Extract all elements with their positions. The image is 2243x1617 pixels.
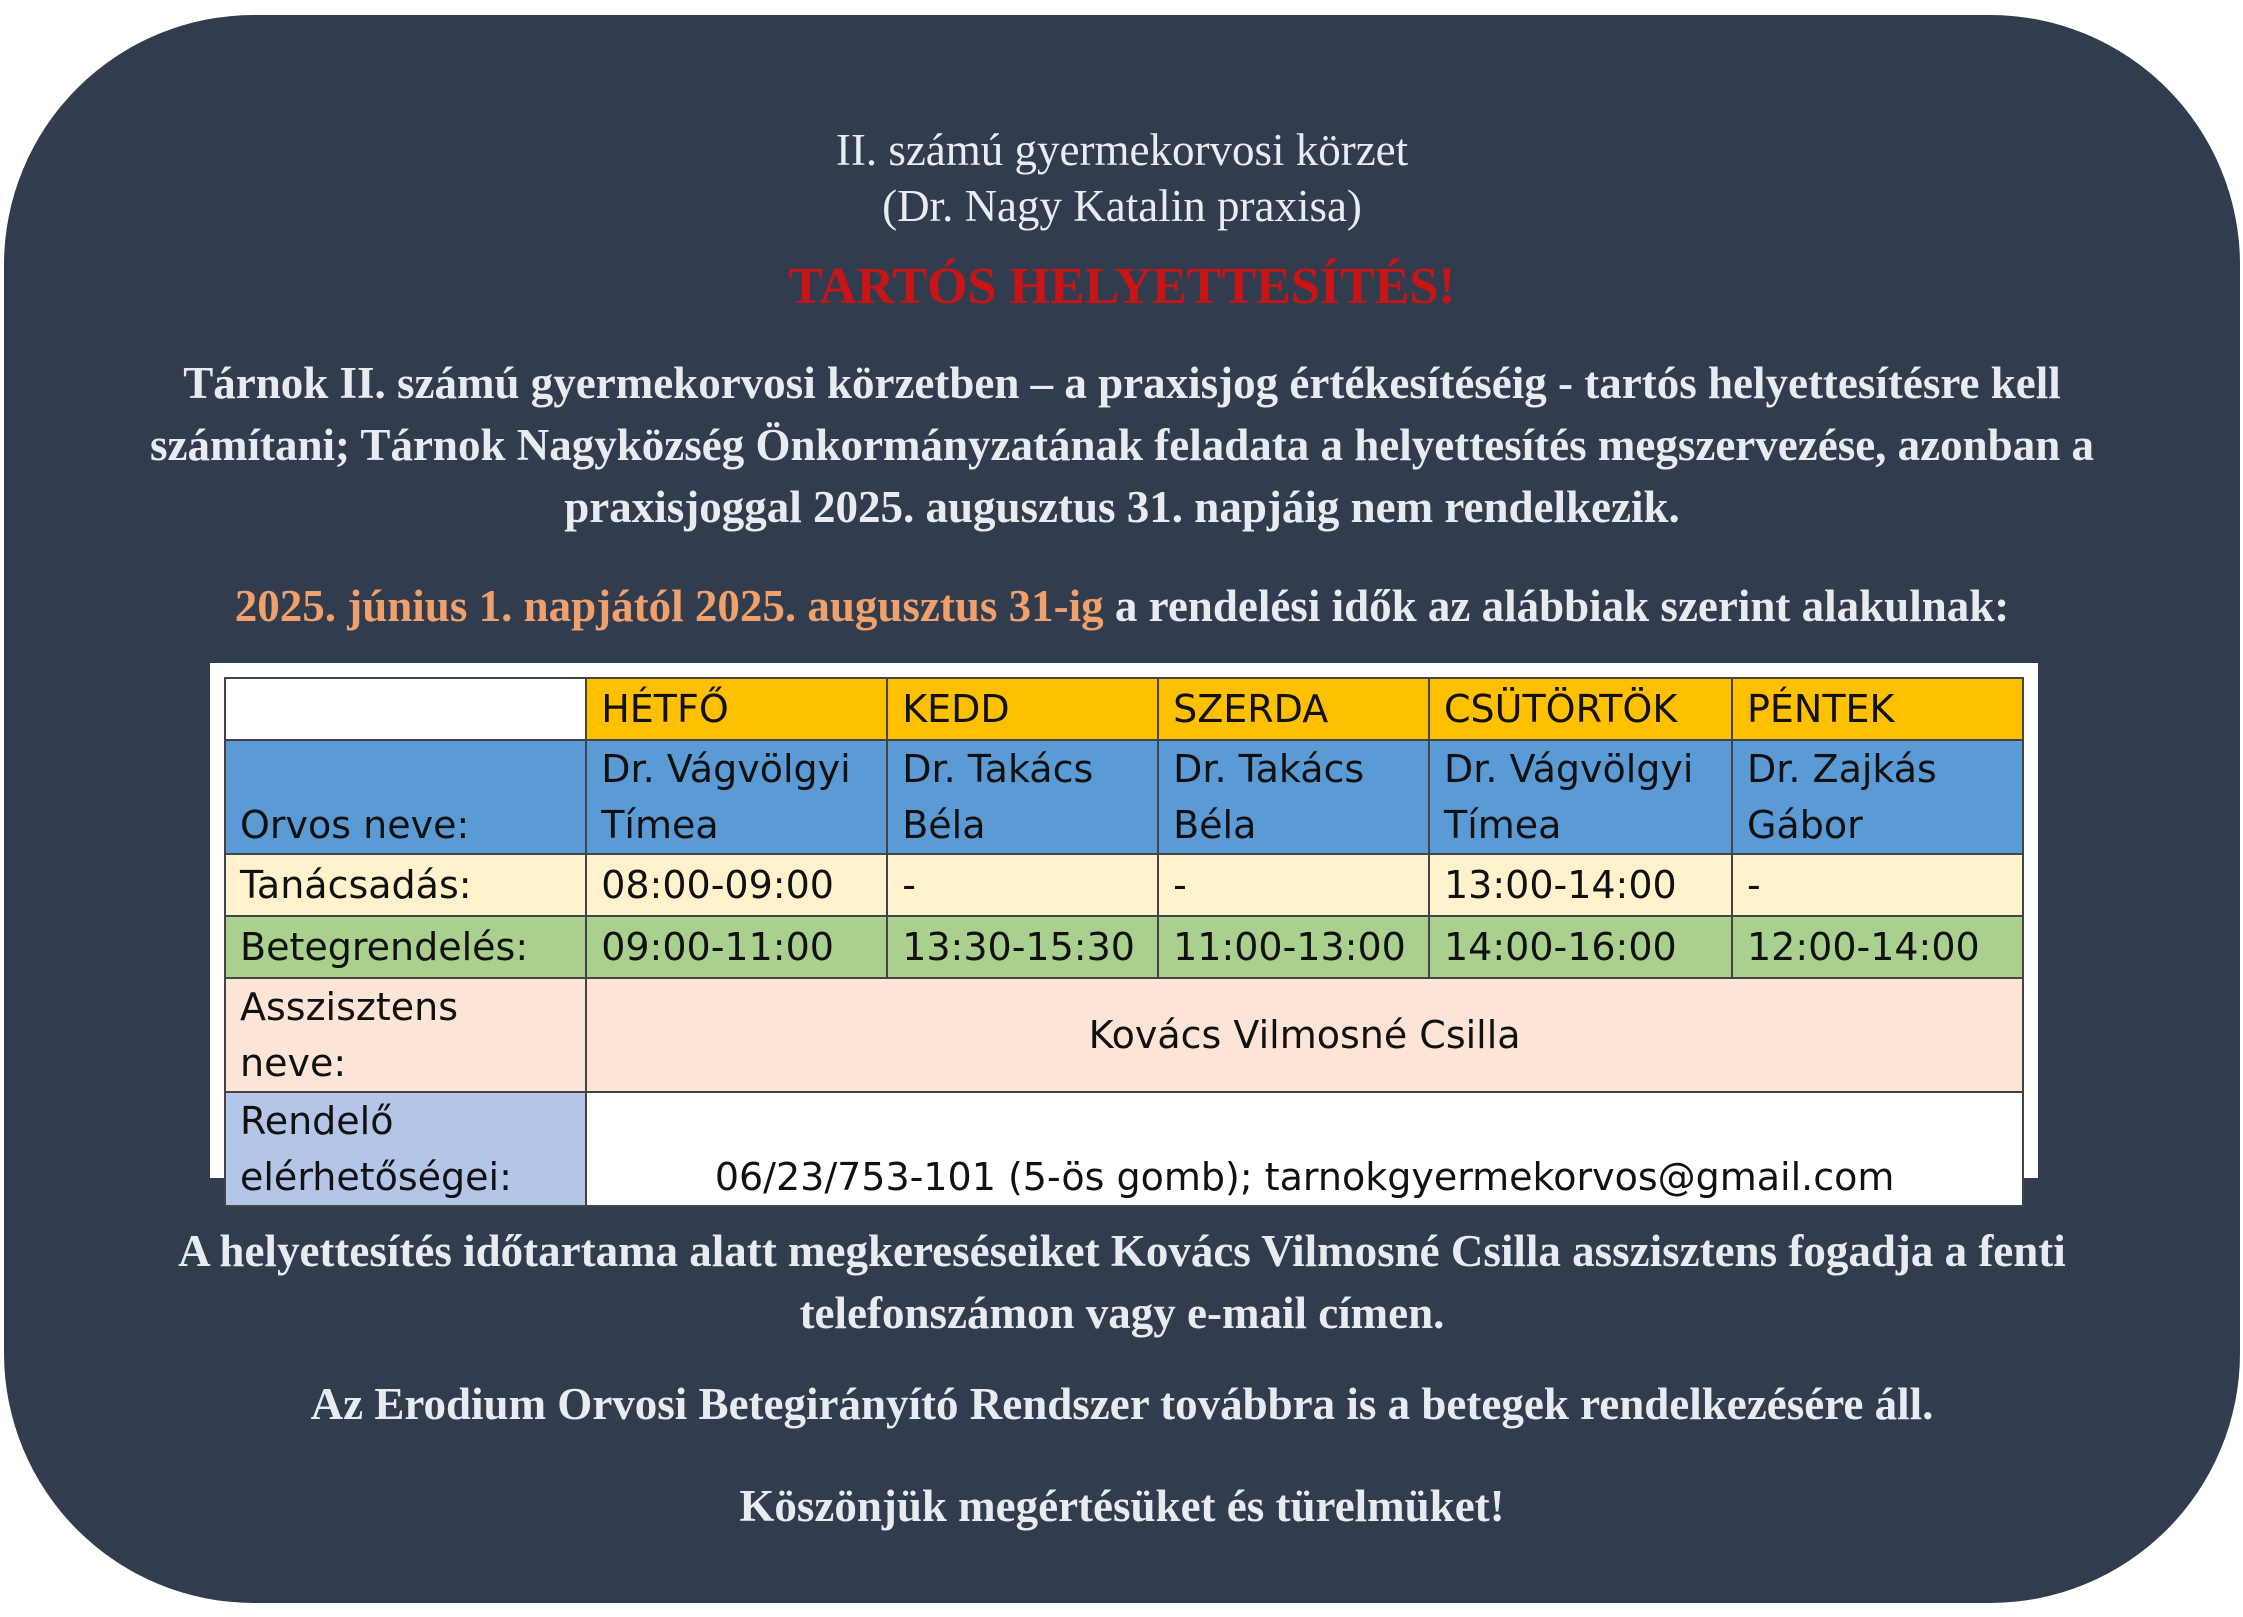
- doctor-wednesday-line2: Béla: [1173, 803, 1257, 847]
- table-row-consultation: [225, 854, 2023, 916]
- doctor-monday-line1: Dr. Vágvölgyi: [601, 747, 851, 791]
- doctor-monday-line2: Tímea: [601, 803, 719, 847]
- doctor-tuesday: [887, 740, 1158, 854]
- doctor-label: Orvos neve:: [225, 740, 586, 854]
- district-title: II. számú gyermekorvosi körzet: [835, 125, 1409, 175]
- doctor-friday: [1732, 740, 2023, 854]
- doctor-wednesday-line1: Dr. Takács: [1173, 747, 1365, 791]
- doctor-thursday-line2: Tímea: [1443, 803, 1562, 847]
- consultation-label: Tanácsadás:: [225, 854, 586, 916]
- patient-hours-friday: 12:00-14:00: [1732, 916, 2023, 978]
- patient-hours-thursday: 14:00-16:00: [1429, 916, 1732, 978]
- contact-label-line2: elérhetőségei:: [240, 1155, 512, 1199]
- header-blank-cell: [225, 678, 586, 740]
- consultation-friday: -: [1732, 854, 2023, 916]
- day-tuesday: KEDD: [887, 678, 1158, 740]
- table-row-doctors: [225, 740, 2023, 854]
- doctor-thursday: [1429, 740, 1732, 854]
- table-row-patient-hours: [225, 916, 2023, 978]
- consultation-thursday: 13:00-14:00: [1429, 854, 1732, 916]
- schedule-table: [224, 677, 2024, 1207]
- notice-panel: [4, 15, 2240, 1603]
- assistant-paragraph: A helyettesítés időtartama alatt megkereséseiket Kovács Vilmosné Csilla asszisztens fogadja a fenti telefonszámon vagy e-mail címen.: [178, 1226, 2066, 1338]
- patient-hours-label: Betegrendelés:: [225, 916, 586, 978]
- table-row-assistant: [225, 978, 2023, 1092]
- doctor-thursday-line1: Dr. Vágvölgyi: [1443, 747, 1694, 791]
- thanks-paragraph: Köszönjük megértésüket és türelmüket!: [739, 1481, 1505, 1531]
- doctor-friday-line2: Gábor: [1746, 803, 1863, 847]
- period-line: [4, 575, 2240, 637]
- contact-details: 06/23/753-101 (5-ös gomb); tarnokgyermekorvos@gmail.com: [586, 1092, 2023, 1206]
- table-row-contact: [225, 1092, 2023, 1206]
- day-thursday: CSÜTÖRTÖK: [1429, 678, 1732, 740]
- practice-name: (Dr. Nagy Katalin praxisa): [882, 181, 1362, 231]
- consultation-monday: 08:00-09:00: [586, 854, 887, 916]
- intro-paragraph: Tárnok II. számú gyermekorvosi körzetben – a praxisjog értékesítéséig - tartós helyettesítésre kell számítani; Tárnok Nagyközség Önkormányzatának feladata a helyettesítés megszervezése, azonban a praxisjoggal 2025. augusztus 31. napjáig nem rendelkezik.: [150, 358, 2094, 532]
- substitution-warning: TARTÓS HELYETTESÍTÉS!: [788, 258, 1456, 315]
- doctor-wednesday: [1158, 740, 1429, 854]
- contact-label-line1: Rendelő: [240, 1099, 394, 1143]
- table-row-days: [225, 678, 2023, 740]
- period-highlight: 2025. június 1. napjától 2025. augusztus 31-ig: [234, 581, 1104, 631]
- assistant-label: Asszisztens neve:: [225, 978, 586, 1092]
- schedule-table-frame: [210, 663, 2038, 1199]
- day-wednesday: SZERDA: [1158, 678, 1429, 740]
- day-friday: PÉNTEK: [1732, 678, 2023, 740]
- patient-hours-wednesday: 11:00-13:00: [1158, 916, 1429, 978]
- patient-hours-monday: 09:00-11:00: [586, 916, 887, 978]
- period-rest: a rendelési idők az alábbiak szerint alakulnak:: [1103, 581, 2010, 631]
- day-monday: HÉTFŐ: [586, 678, 887, 740]
- assistant-name: Kovács Vilmosné Csilla: [586, 978, 2023, 1092]
- doctor-tuesday-line1: Dr. Takács: [902, 747, 1094, 791]
- contact-label: [225, 1092, 586, 1206]
- consultation-wednesday: -: [1158, 854, 1429, 916]
- patient-hours-tuesday: 13:30-15:30: [887, 916, 1158, 978]
- doctor-tuesday-line2: Béla: [902, 803, 986, 847]
- consultation-tuesday: -: [887, 854, 1158, 916]
- erodium-paragraph: Az Erodium Orvosi Betegirányító Rendszer továbbra is a betegek rendelkezésére áll.: [310, 1379, 1934, 1429]
- doctor-monday: [586, 740, 887, 854]
- doctor-friday-line1: Dr. Zajkás: [1746, 747, 1937, 791]
